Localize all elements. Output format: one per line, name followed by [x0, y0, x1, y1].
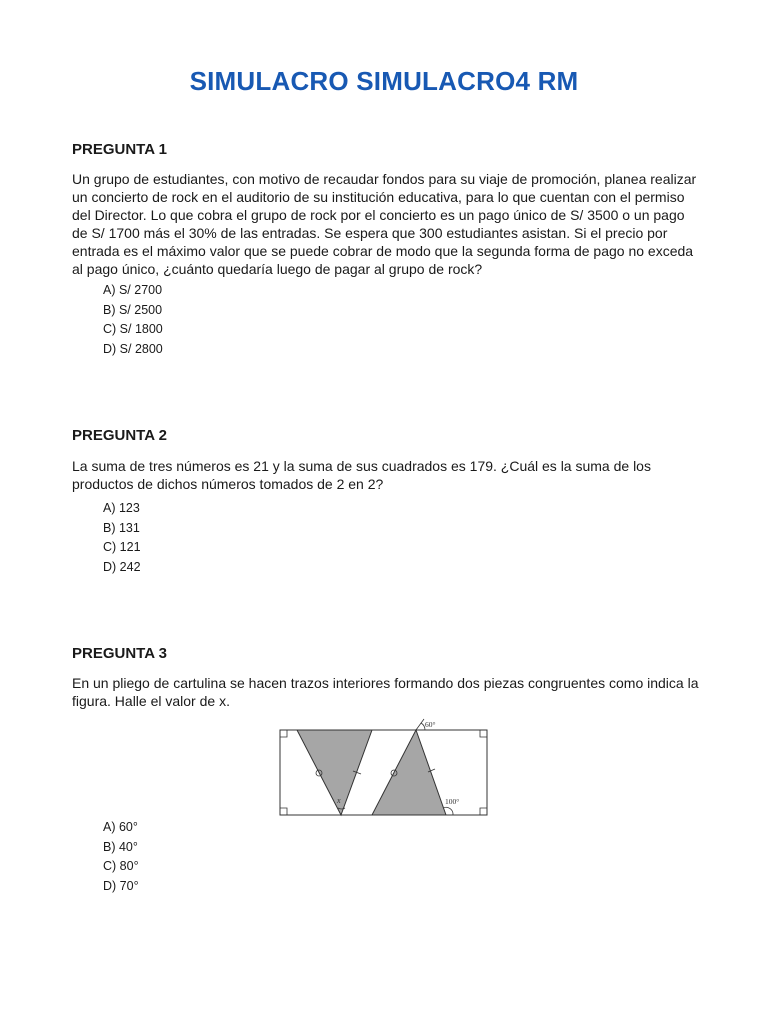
option-c: C) S/ 1800 [103, 322, 163, 337]
option-d: D) S/ 2800 [103, 342, 163, 357]
question-1-text: Un grupo de estudiantes, con motivo de recaudar fondos para su viaje de promoción, planea realizar un concierto de rock en el auditorio de su institución educativa, para lo que cuentan con el permiso del Director. Lo que cobra el grupo de rock por el concierto es un pago único de S/ 3500 o un pago de S/ 1700 más el 30% de las entradas. Se espera que 300 estudiantes asistan. Si el precio por entrada es el máximo valor que se puede cobrar de modo que la segunda forma de pago no exceda al pago único, ¿cuánto quedaría luego de pagar al grupo de rock? [72, 171, 697, 277]
option-d: D) 70° [103, 879, 139, 894]
angle-label-60: 60° [425, 720, 436, 729]
option-a: A) S/ 2700 [103, 283, 163, 297]
option-b: B) 131 [103, 520, 140, 535]
option-c: C) 80° [103, 859, 139, 874]
option-d: D) 242 [103, 560, 141, 575]
question-3-options [103, 818, 139, 897]
question-3-text: En un pliego de cartulina se hacen trazos interiores formando dos piezas congruentes como indica la figura. Halle el valor de x. [72, 675, 699, 709]
question-2-options [103, 499, 141, 578]
option-b: B) 40° [103, 839, 138, 854]
question-1-options [103, 281, 163, 360]
question-3-heading: PREGUNTA 3 [72, 645, 168, 662]
angle-label-x: x [337, 796, 341, 805]
angle-label-100: 100° [445, 797, 460, 806]
option-a: A) 123 [103, 501, 140, 515]
question-2-text: La suma de tres números es 21 y la suma de sus cuadrados es 179. ¿Cuál es la suma de los productos de dichos números tomados de 2 en 2? [72, 458, 651, 492]
question-1-heading: PREGUNTA 1 [72, 141, 168, 158]
option-a: A) 60° [103, 820, 138, 834]
geometry-figure [278, 716, 492, 825]
option-c: C) 121 [103, 540, 141, 555]
page-title: SIMULACRO SIMULACRO4 RM [189, 66, 579, 96]
question-2-heading: PREGUNTA 2 [72, 427, 168, 444]
option-b: B) S/ 2500 [103, 302, 163, 317]
